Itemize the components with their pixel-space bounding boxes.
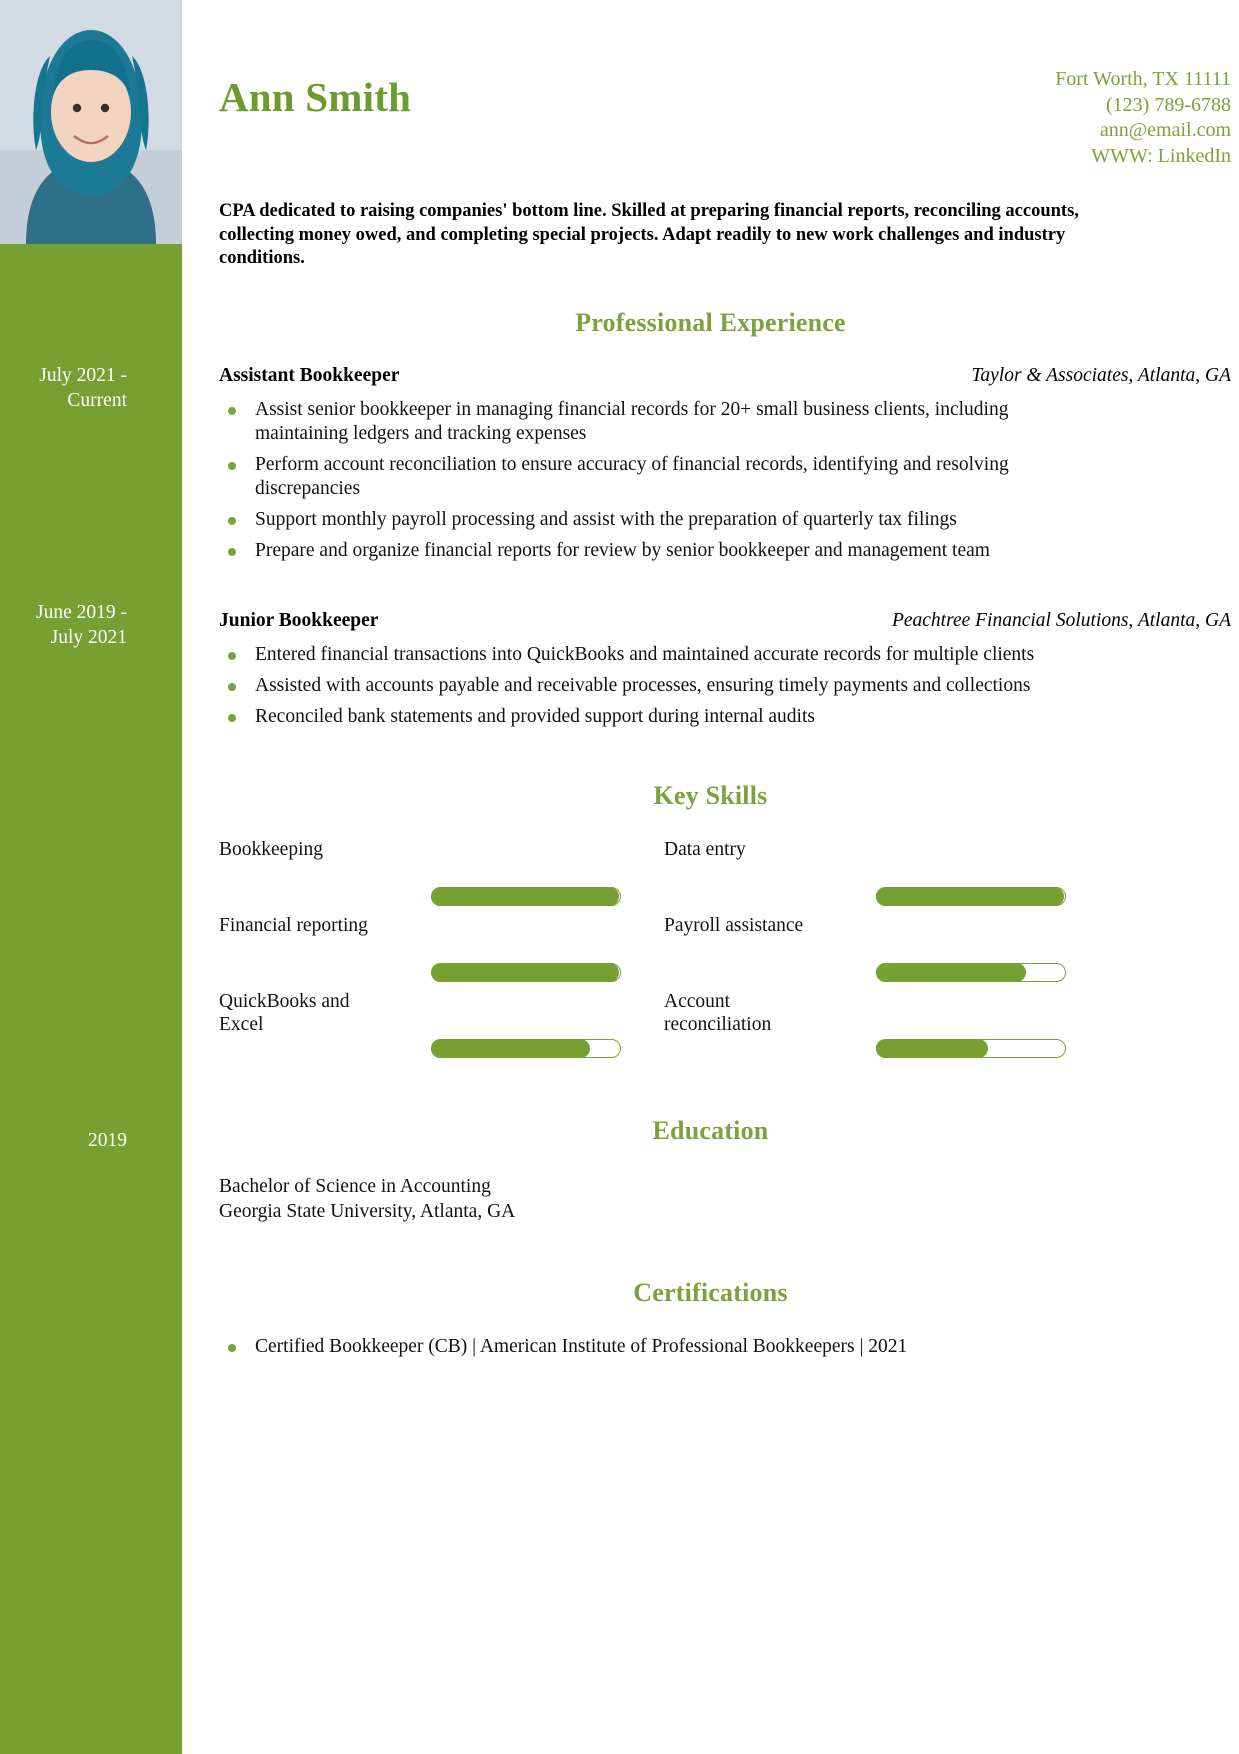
skill-level-bar xyxy=(876,963,1066,982)
skill-level-bar xyxy=(431,887,621,906)
list-item: Certified Bookkeeper (CB) | American Institute of Professional Bookkeepers | 2021 xyxy=(219,1335,1085,1359)
skill-level-fill xyxy=(431,887,619,906)
skill-level-bar xyxy=(876,887,1066,906)
date-line-1: July 2021 - xyxy=(39,365,127,386)
sidebar-item-job-2-dates xyxy=(0,600,160,650)
skill-label: QuickBooks and Excel xyxy=(219,991,350,1035)
skill-label: Financial reporting xyxy=(219,915,368,936)
contact-website[interactable]: WWW: LinkedIn xyxy=(1091,144,1231,167)
date-line-2: Current xyxy=(67,390,127,411)
section-heading-experience: Professional Experience xyxy=(575,308,846,337)
skill-level-fill xyxy=(876,1039,989,1058)
section-heading-education: Education xyxy=(652,1116,769,1145)
job-title: Assistant Bookkeeper xyxy=(219,365,400,386)
list-item: Entered financial transactions into QuickBooks and maintained accurate records for multiple clients xyxy=(219,643,1085,667)
contact-address: Fort Worth, TX 11111 xyxy=(1055,68,1231,90)
skill-item-financial-reporting xyxy=(219,914,654,990)
education-entry xyxy=(219,1174,1239,1224)
portrait-photo-icon xyxy=(0,0,182,244)
skill-level-fill xyxy=(876,963,1026,982)
contact-email[interactable]: ann@email.com xyxy=(1099,119,1231,141)
skill-level-bar xyxy=(876,1039,1066,1058)
skill-level-bar xyxy=(431,1039,621,1058)
section-skills xyxy=(182,781,1239,1066)
experience-entry xyxy=(182,365,1239,563)
skill-label: Payroll assistance xyxy=(664,915,804,936)
list-item: Prepare and organize financial reports for review by senior bookkeeper and management team xyxy=(219,539,1085,563)
section-heading-skills: Key Skills xyxy=(653,781,768,810)
list-item: Reconciled bank statements and provided support during internal audits xyxy=(219,705,1085,729)
skill-item-data-entry xyxy=(664,838,1099,914)
date-line-2: July 2021 xyxy=(50,627,127,648)
job-organization: Taylor & Associates, Atlanta, GA xyxy=(971,365,1231,386)
page-title: Ann Smith xyxy=(219,74,412,120)
experience-entry xyxy=(182,610,1239,729)
section-heading-certifications: Certifications xyxy=(633,1278,788,1307)
section-certifications xyxy=(182,1278,1239,1359)
avatar xyxy=(0,0,182,244)
skill-label: Account reconciliation xyxy=(664,991,772,1035)
skill-item-bookkeeping xyxy=(219,838,654,914)
education-school: Georgia State University, Atlanta, GA xyxy=(219,1201,516,1222)
job-title: Junior Bookkeeper xyxy=(219,610,379,631)
skill-item-payroll-assistance xyxy=(664,914,1099,990)
skill-item-quickbooks-and-excel xyxy=(219,990,654,1066)
sidebar xyxy=(0,0,182,1754)
sidebar-item-job-1-dates xyxy=(0,363,160,413)
list-item: Support monthly payroll processing and assist with the preparation of quarterly tax filings xyxy=(219,508,1085,532)
list-item: Assisted with accounts payable and receivable processes, ensuring timely payments and collections xyxy=(219,674,1085,698)
skill-level-fill xyxy=(876,887,1064,906)
main-content xyxy=(182,0,1239,1366)
contact-phone[interactable]: (123) 789-6788 xyxy=(1106,93,1231,116)
job-bullet-list xyxy=(219,398,1085,563)
resume-header xyxy=(182,0,1239,268)
job-bullet-list xyxy=(219,643,1085,729)
professional-summary: CPA dedicated to raising companies' bottom line. Skilled at preparing financial reports, reconciling accounts, collecting money owed, and completing special projects. Adapt readily to new work challenges and industry conditions. xyxy=(219,201,1079,268)
skill-level-fill xyxy=(431,963,619,982)
skill-label: Data entry xyxy=(664,839,746,860)
certification-list xyxy=(219,1335,1085,1359)
skill-item-account-reconciliation xyxy=(664,990,1099,1066)
list-item: Assist senior bookkeeper in managing financial records for 20+ small business clients, including maintaining ledgers and tracking expenses xyxy=(219,398,1085,446)
section-experience xyxy=(182,308,1239,729)
skills-grid xyxy=(219,838,1099,1066)
section-education xyxy=(182,1116,1239,1224)
date-line-1: June 2019 - xyxy=(36,602,127,623)
list-item: Perform account reconciliation to ensure accuracy of financial records, identifying and resolving discrepancies xyxy=(219,453,1085,501)
job-header xyxy=(182,610,1239,634)
education-degree: Bachelor of Science in Accounting xyxy=(219,1176,491,1197)
sidebar-item-education-date xyxy=(0,1128,160,1153)
skill-level-fill xyxy=(431,1039,591,1058)
date-line-1: 2019 xyxy=(88,1130,127,1151)
skill-label: Bookkeeping xyxy=(219,839,323,860)
contact-block xyxy=(1055,67,1231,169)
skill-level-bar xyxy=(431,963,621,982)
job-organization: Peachtree Financial Solutions, Atlanta, GA xyxy=(891,610,1231,631)
job-header xyxy=(182,365,1239,389)
